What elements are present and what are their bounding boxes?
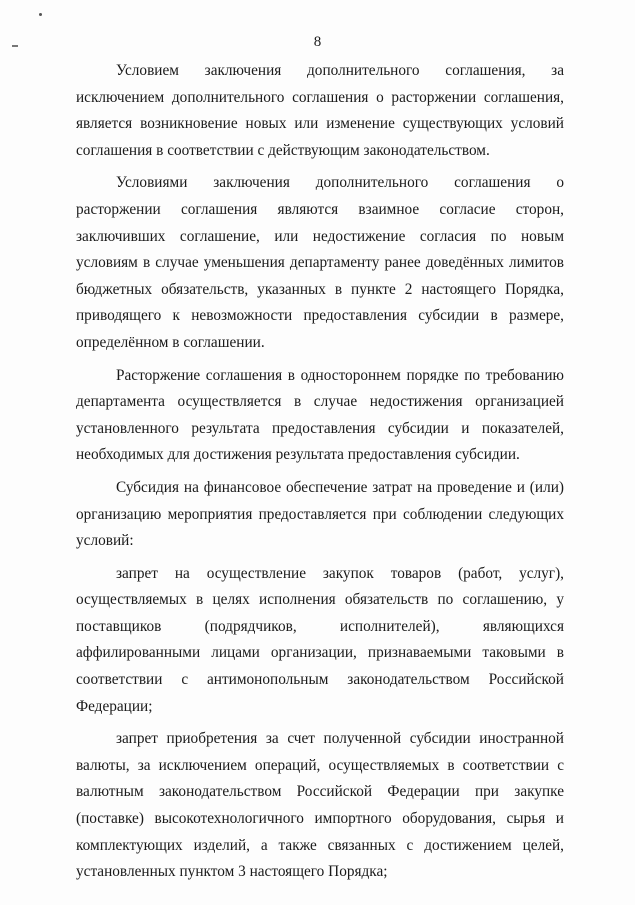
paragraph-unilateral-termination: Расторжение соглашения в одностороннем порядке по требованию департамента осуществляется в случае недостижения организацией установленного результата предоставления субсидии и показателей, необходимых для достижения результата предоставления субсидии. — [76, 366, 564, 464]
paragraph-termination-conditions: Условиями заключения дополнительного соглашения о расторжении соглашения являются взаимное согласие сторон, заключивших соглашение, или недостижение согласия по новым условиям в случае уменьшения департаменту ранее доведённых лимитов бюджетных обязательств, указанных в пункте 2 настоящего Порядка, приводящего к невозможности предоставления субсидии в размере, определённом в соглашении. — [76, 174, 564, 351]
paragraph-additional-agreement-conditions: Условием заключения дополнительного соглашения, за исключением дополнительного соглашения о расторжении соглашения, является возникновение новых или изменение существующих условий соглашения в соответствии с действующим законодательством. — [76, 62, 564, 159]
document-body — [76, 58, 564, 892]
paragraph-currency-prohibition: запрет приобретения за счет полученной субсидии иностранной валюты, за исключением операций, осуществляемых в соответствии с валютным законодательством Российской Федерации при закупке (поставке) высокотехнологичного импортного оборудования, сырья и комплектующих изделий, а также связанных с достижением целей, установленных пунктом 3 настоящего Порядка; — [76, 730, 564, 881]
scan-artifact-dot — [39, 13, 42, 16]
paragraph-subsidy-conditions: Субсидия на финансовое обеспечение затрат на проведение и (или) организацию мероприятия предоставляется при соблюдении следующих условий: — [76, 478, 564, 550]
paragraph-procurement-prohibition: запрет на осуществление закупок товаров (работ, услуг), осуществляемых в целях исполнения обязательств по соглашению, у поставщиков (подрядчиков, исполнителей), являющихся аффилированными лицами организации, признаваемыми таковыми в соответствии с антимонопольным законодательством Российской Федерации; — [76, 564, 564, 715]
page-number: 8 — [313, 34, 322, 50]
